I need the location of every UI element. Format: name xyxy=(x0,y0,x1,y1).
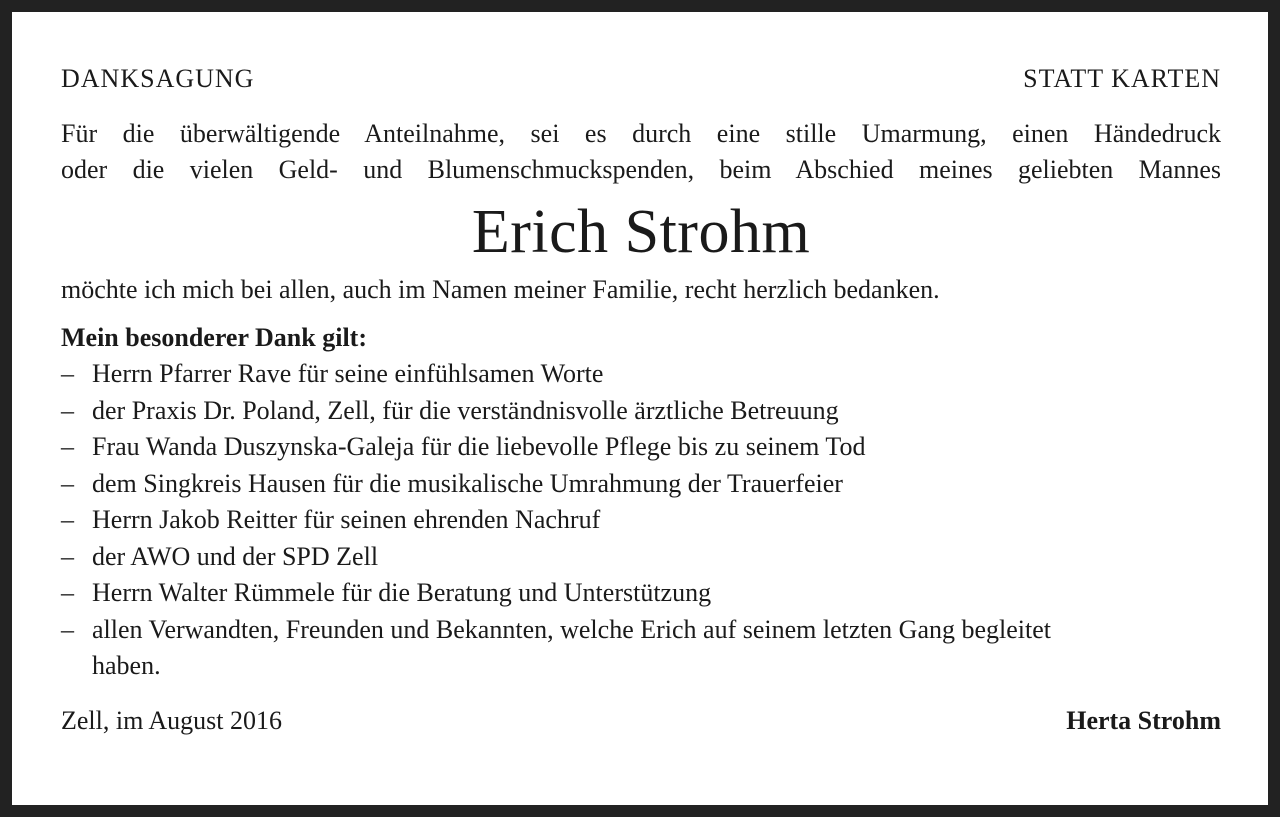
list-item-text: Herrn Pfarrer Rave für seine einfühlsamen Worte xyxy=(92,359,604,388)
list-item xyxy=(61,429,1221,466)
list-item-text: Herrn Jakob Reitter für seinen ehrenden Nachruf xyxy=(92,505,601,534)
dash-marker: – xyxy=(61,505,74,534)
dash-marker: – xyxy=(61,395,74,425)
list-item xyxy=(61,612,1221,685)
special-thanks-heading: Mein besonderer Dank gilt: xyxy=(61,323,367,352)
header-row xyxy=(61,62,1221,96)
thanks-list xyxy=(61,356,1221,685)
dash-marker: – xyxy=(61,468,74,498)
dash-marker: – xyxy=(61,541,74,571)
dash-marker: – xyxy=(61,359,74,388)
list-item-text: Frau Wanda Duszynska-Galeja für die liebevolle Pflege bis zu seinem Tod xyxy=(92,432,866,461)
list-item xyxy=(61,539,1221,576)
heading-statt-karten: STATT KARTEN xyxy=(1023,64,1221,93)
dash-marker: – xyxy=(61,614,74,644)
intro-paragraph xyxy=(61,116,1221,188)
list-item xyxy=(61,356,1221,393)
list-item xyxy=(61,393,1221,430)
dash-marker: – xyxy=(61,578,74,607)
intro-line-2: oder die vielen Geld- und Blumenschmuckspenden, beim Abschied meines geliebten Mannes xyxy=(61,155,1221,184)
place-date: Zell, im August 2016 xyxy=(61,705,282,735)
card-content xyxy=(61,62,1221,739)
signature: Herta Strohm xyxy=(1066,705,1221,735)
list-item-text: der Praxis Dr. Poland, Zell, für die verständnisvolle ärztliche Betreuung xyxy=(92,395,839,425)
list-item-text: Herrn Walter Rümmele für die Beratung und Unterstützung xyxy=(92,578,712,607)
footer-row xyxy=(61,703,1221,739)
list-item xyxy=(61,575,1221,612)
list-item-text: der AWO und der SPD Zell xyxy=(92,541,379,571)
dash-marker: – xyxy=(61,432,74,461)
list-item-text: allen Verwandten, Freunden und Bekannten, welche Erich auf seinem letzten Gang begleitet haben. xyxy=(92,614,1052,680)
list-item xyxy=(61,466,1221,503)
heading-danksagung: DANKSAGUNG xyxy=(61,64,255,93)
list-item-text: dem Singkreis Hausen für die musikalische Umrahmung der Trauerfeier xyxy=(92,468,843,498)
intro-line-1: Für die überwältigende Anteilnahme, sei es durch eine stille Umarmung, einen Händedruck xyxy=(61,119,1221,148)
deceased-name: Erich Strohm xyxy=(471,198,811,266)
list-item xyxy=(61,502,1221,539)
thanks-line: möchte ich mich bei allen, auch im Namen meiner Familie, recht herzlich bedanken. xyxy=(61,275,940,304)
